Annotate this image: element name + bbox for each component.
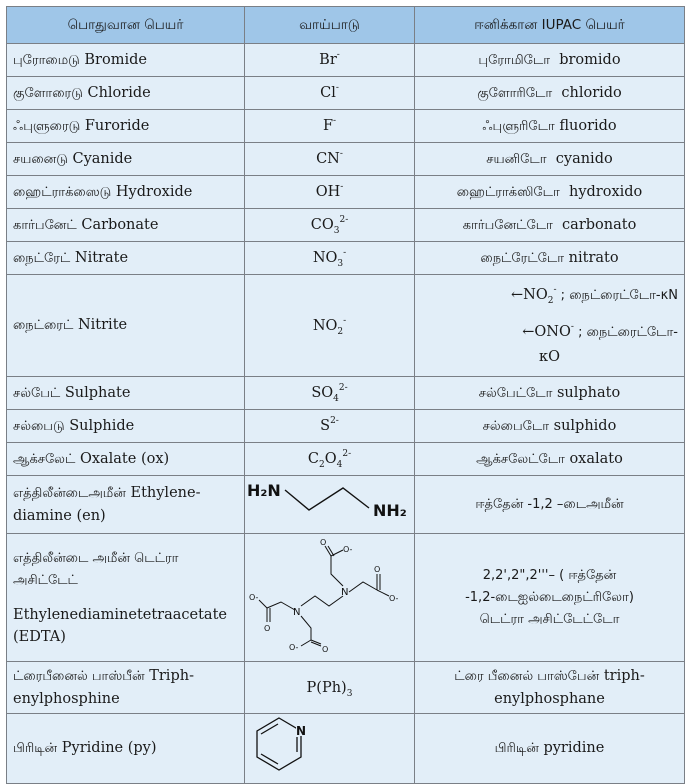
cell-text: Sulphide <box>69 417 135 434</box>
cell-text: triph- <box>603 668 645 684</box>
cell-text: சல்பேட்டோ <box>478 385 553 401</box>
common-name-cell <box>7 662 245 714</box>
cell-text: புரோமைடு <box>13 52 80 68</box>
cell-text: பிரிடின் <box>494 741 539 756</box>
iupac-name-cell <box>415 275 685 377</box>
cell-text: Sulphate <box>64 384 131 401</box>
cell-text: Bromide <box>84 51 147 68</box>
common-name-cell <box>7 110 245 143</box>
cell-text: ஃபுளுரைடு <box>13 118 81 134</box>
cell-text: புரோமிடோ <box>478 52 550 68</box>
cell-text: 4 <box>333 394 339 404</box>
cell-text: F <box>322 118 333 134</box>
structure-bond <box>267 602 295 610</box>
edta-oxygen-minus-label: O- <box>343 545 353 554</box>
edta-oxygen-minus-label: O- <box>289 643 299 652</box>
cell-text: 2- <box>338 383 348 393</box>
cell-text: ; நைட்ரைட்டோ- <box>573 324 678 340</box>
table-row <box>7 714 685 784</box>
cell-text: Nitrite <box>77 317 128 333</box>
table-row <box>7 377 685 410</box>
pyridine-nitrogen-label: N <box>296 724 307 738</box>
cell-text: - <box>340 182 344 192</box>
formula-cell <box>245 275 415 377</box>
structure-bond <box>301 640 311 646</box>
common-name-cell <box>7 410 245 443</box>
cell-text: 3 <box>346 688 353 699</box>
cell-text: நைட்ரேட்டோ <box>480 250 565 266</box>
structure-bond <box>257 718 301 770</box>
cell-text: Cyanide <box>72 150 133 167</box>
table-row <box>7 242 685 275</box>
common-name-cell <box>7 476 245 534</box>
cell-text: oxalato <box>569 450 623 467</box>
cell-text: Pyridine (py) <box>61 740 157 756</box>
common-name-cell <box>7 714 245 784</box>
formula-cell <box>245 443 415 476</box>
cell-text: Triph- <box>149 668 194 684</box>
cell-text: 2- <box>342 449 352 459</box>
edta-oxygen-label: O <box>374 565 381 574</box>
table-row <box>7 176 685 209</box>
cell-text: 4 <box>336 460 343 470</box>
table-row <box>7 476 685 534</box>
cell-text: - <box>343 315 347 326</box>
iupac-name-cell <box>415 209 685 242</box>
cell-text: - <box>335 83 339 93</box>
cell-text: - <box>339 149 343 159</box>
header-formula: வாய்பாடு <box>245 7 415 44</box>
common-name-cell <box>7 443 245 476</box>
cell-text: சல்பைடோ <box>482 418 550 434</box>
cell-text: - <box>553 284 557 295</box>
cell-text: சல்பைடு <box>13 418 65 434</box>
cell-text: சயனைடு <box>13 151 68 167</box>
cell-text: nitrato <box>568 249 619 266</box>
formula-cell <box>245 143 415 176</box>
cell-text: பிரிடின் <box>13 741 58 756</box>
cell-text: - <box>343 248 347 258</box>
header-iupac-name: ஈனிக்கான IUPAC பெயர் <box>415 7 685 44</box>
table-row <box>7 410 685 443</box>
iupac-name-cell <box>415 143 685 176</box>
cell-text: cyanido <box>555 150 613 167</box>
cell-text: எத்திலீன்டைஅமீன் <box>13 486 126 501</box>
cell-text: நைட்ரைட் <box>13 318 74 333</box>
pyridine-structure <box>245 714 415 776</box>
cell-text: எத்திலீன்டை அமீன் டெட்ரா <box>13 550 179 566</box>
table-row <box>7 110 685 143</box>
carbon-chain-bond <box>285 488 369 510</box>
cell-text: ←ONO <box>522 323 571 340</box>
common-name-cell <box>7 77 245 110</box>
iupac-name-cell <box>415 110 685 143</box>
table-header-row <box>7 7 685 44</box>
table-row <box>7 77 685 110</box>
ethylenediamine-structure <box>245 476 415 526</box>
cell-text: CO <box>310 217 334 233</box>
iupac-name-cell <box>415 662 685 714</box>
formula-cell <box>245 44 415 77</box>
table-row <box>7 662 685 714</box>
formula-cell <box>245 377 415 410</box>
common-name-cell <box>7 143 245 176</box>
edta-oxygen-minus-label: O- <box>389 594 399 603</box>
cell-text: 2 <box>337 326 344 337</box>
formula-cell <box>245 242 415 275</box>
edta-nitrogen-1: N <box>293 607 301 618</box>
edta-nitrogen-2: N <box>341 587 349 598</box>
cell-text: Ethylene- <box>130 485 201 501</box>
cell-text: κO <box>539 348 560 365</box>
ligand-table <box>6 6 685 784</box>
structure-bond <box>259 546 389 646</box>
formula-cell <box>245 662 415 714</box>
structure-bond <box>301 596 343 606</box>
cell-text: CN <box>316 151 340 167</box>
cell-text: Cl <box>320 85 336 101</box>
table-row <box>7 443 685 476</box>
iupac-name-cell <box>415 714 685 784</box>
cell-text: ஆக்சலேட் <box>13 451 76 467</box>
formula-cell <box>245 110 415 143</box>
common-name-cell <box>7 242 245 275</box>
cell-text: - <box>333 116 337 126</box>
cell-text: bromido <box>559 51 621 68</box>
cell-text: fluorido <box>559 117 617 134</box>
structure-bond <box>377 590 389 596</box>
iupac-name-cell <box>415 443 685 476</box>
cell-text: சல்பேட் <box>13 385 61 401</box>
cell-text <box>421 283 678 308</box>
cell-text: carbonato <box>562 216 637 233</box>
iupac-name-cell <box>415 44 685 77</box>
cell-text: P(Ph) <box>306 679 347 696</box>
cell-text: (EDTA) <box>13 628 66 645</box>
cell-text: NO <box>312 317 338 334</box>
cell-text: C <box>307 451 319 467</box>
formula-cell <box>245 534 415 662</box>
formula-cell <box>245 176 415 209</box>
table-row <box>7 209 685 242</box>
structure-bond <box>261 754 278 764</box>
cell-text: pyridine <box>543 740 605 756</box>
structure-bond <box>349 582 377 592</box>
cell-text: Nitrate <box>74 249 129 266</box>
iupac-name-cell <box>415 377 685 410</box>
amine-left-label: H₂N <box>247 481 281 500</box>
table-row <box>7 534 685 662</box>
formula-cell <box>245 714 415 784</box>
cell-text: sulphato <box>556 384 621 401</box>
cell-text: டெட்ரா அசிட்டேட்டோ <box>479 611 620 627</box>
edta-oxygen-label: O <box>320 538 327 547</box>
edta-oxygen-label: O <box>264 624 271 633</box>
cell-text: S <box>320 418 331 434</box>
cell-text: Furoride <box>84 117 150 134</box>
table-row <box>7 143 685 176</box>
cell-text: ஆக்சலேட்டோ <box>476 451 565 467</box>
cell-text: நைட்ரேட் <box>13 250 71 266</box>
cell-text: Hydroxide <box>115 183 193 200</box>
cell-text: 3 <box>333 226 340 236</box>
cell-text: hydroxido <box>568 183 643 200</box>
iupac-name-cell <box>415 77 685 110</box>
cell-text: கார்பனேட் <box>13 217 77 233</box>
iupac-name-cell <box>415 242 685 275</box>
cell-text: Br <box>319 52 337 68</box>
cell-text: குளோரிடோ <box>477 85 553 101</box>
common-name-cell <box>7 176 245 209</box>
cell-text: அசிட்டேட் <box>13 572 78 588</box>
cell-text: Carbonate <box>81 216 159 233</box>
amine-right-label: NH₂ <box>373 501 407 520</box>
cell-text: Ethylenediaminetetraacetate <box>13 606 227 623</box>
cell-text: ←NO <box>511 286 548 303</box>
table-row <box>7 44 685 77</box>
cell-text <box>13 592 238 604</box>
cell-text: 3 <box>337 259 344 269</box>
cell-text: 2- <box>330 416 339 426</box>
common-name-cell <box>7 275 245 377</box>
cell-text: 2,2',2",2'''– ( ஈத்தேன் <box>482 567 617 583</box>
cell-text: ஹைட்ராக்ஸிடோ <box>456 184 560 200</box>
formula-cell <box>245 476 415 534</box>
cell-text: ஹைட்ராக்ஸைடு <box>13 184 112 200</box>
edta-oxygen-label: O <box>322 645 329 654</box>
cell-text: - <box>336 50 340 60</box>
cell-text: ஃபுளுரிடோ <box>482 118 555 134</box>
edta-structure <box>245 534 415 654</box>
cell-text: ஈத்தேன் -1,2 –டைஅமீன் <box>475 497 624 512</box>
iupac-name-cell <box>415 476 685 534</box>
cell-text: O <box>324 451 337 467</box>
cell-text: 2- <box>339 215 349 225</box>
structure-bond <box>311 640 321 644</box>
cell-text: NO <box>312 250 338 266</box>
cell-text: குளோரைடு <box>13 85 83 101</box>
formula-cell <box>245 77 415 110</box>
structure-bond <box>301 616 311 640</box>
header-common-name: பொதுவான பெயர் <box>7 7 245 44</box>
cell-text: enylphosphine <box>13 691 120 707</box>
formula-cell <box>245 410 415 443</box>
cell-text <box>421 320 678 345</box>
cell-text: SO <box>311 385 334 401</box>
structure-bond <box>257 718 301 770</box>
cell-text <box>421 308 678 320</box>
structure-bond <box>311 642 321 646</box>
cell-text: Chloride <box>87 84 151 101</box>
cell-text: ; நைட்ரைட்டோ-κN <box>556 287 678 303</box>
cell-text: 2 <box>318 460 325 470</box>
common-name-cell <box>7 44 245 77</box>
table-row <box>7 275 685 377</box>
cell-text: கார்பனேட்டோ <box>462 217 553 233</box>
common-name-cell <box>7 377 245 410</box>
formula-cell <box>245 209 415 242</box>
structure-bond <box>331 556 343 586</box>
iupac-name-cell <box>415 176 685 209</box>
cell-text: diamine (en) <box>13 508 106 524</box>
cell-text: chlorido <box>561 84 622 101</box>
common-name-cell <box>7 534 245 662</box>
cell-text: 2 <box>547 295 554 306</box>
structure-bond <box>325 546 331 556</box>
cell-text: sulphido <box>553 417 617 434</box>
cell-text: சயனிடோ <box>486 151 547 167</box>
cell-text: enylphosphane <box>494 691 605 707</box>
ligand-table-container <box>6 6 684 784</box>
cell-text: - <box>570 321 574 332</box>
edta-oxygen-minus-label: O- <box>249 593 259 602</box>
cell-text: OH <box>315 184 341 200</box>
cell-text: Oxalate (ox) <box>79 450 170 467</box>
cell-text: ட்ரைபீனைல் பாஸ்பீன் <box>13 669 145 684</box>
cell-text: -1,2-டைஐல்டைநைட்ரிலோ) <box>465 589 634 605</box>
structure-bond <box>259 600 267 608</box>
common-name-cell <box>7 209 245 242</box>
structure-bond <box>331 550 343 556</box>
structure-bond <box>261 724 278 734</box>
cell-text: ட்ரை பீனைல் பாஸ்பேன் <box>454 669 600 684</box>
iupac-name-cell <box>415 534 685 662</box>
iupac-name-cell <box>415 410 685 443</box>
